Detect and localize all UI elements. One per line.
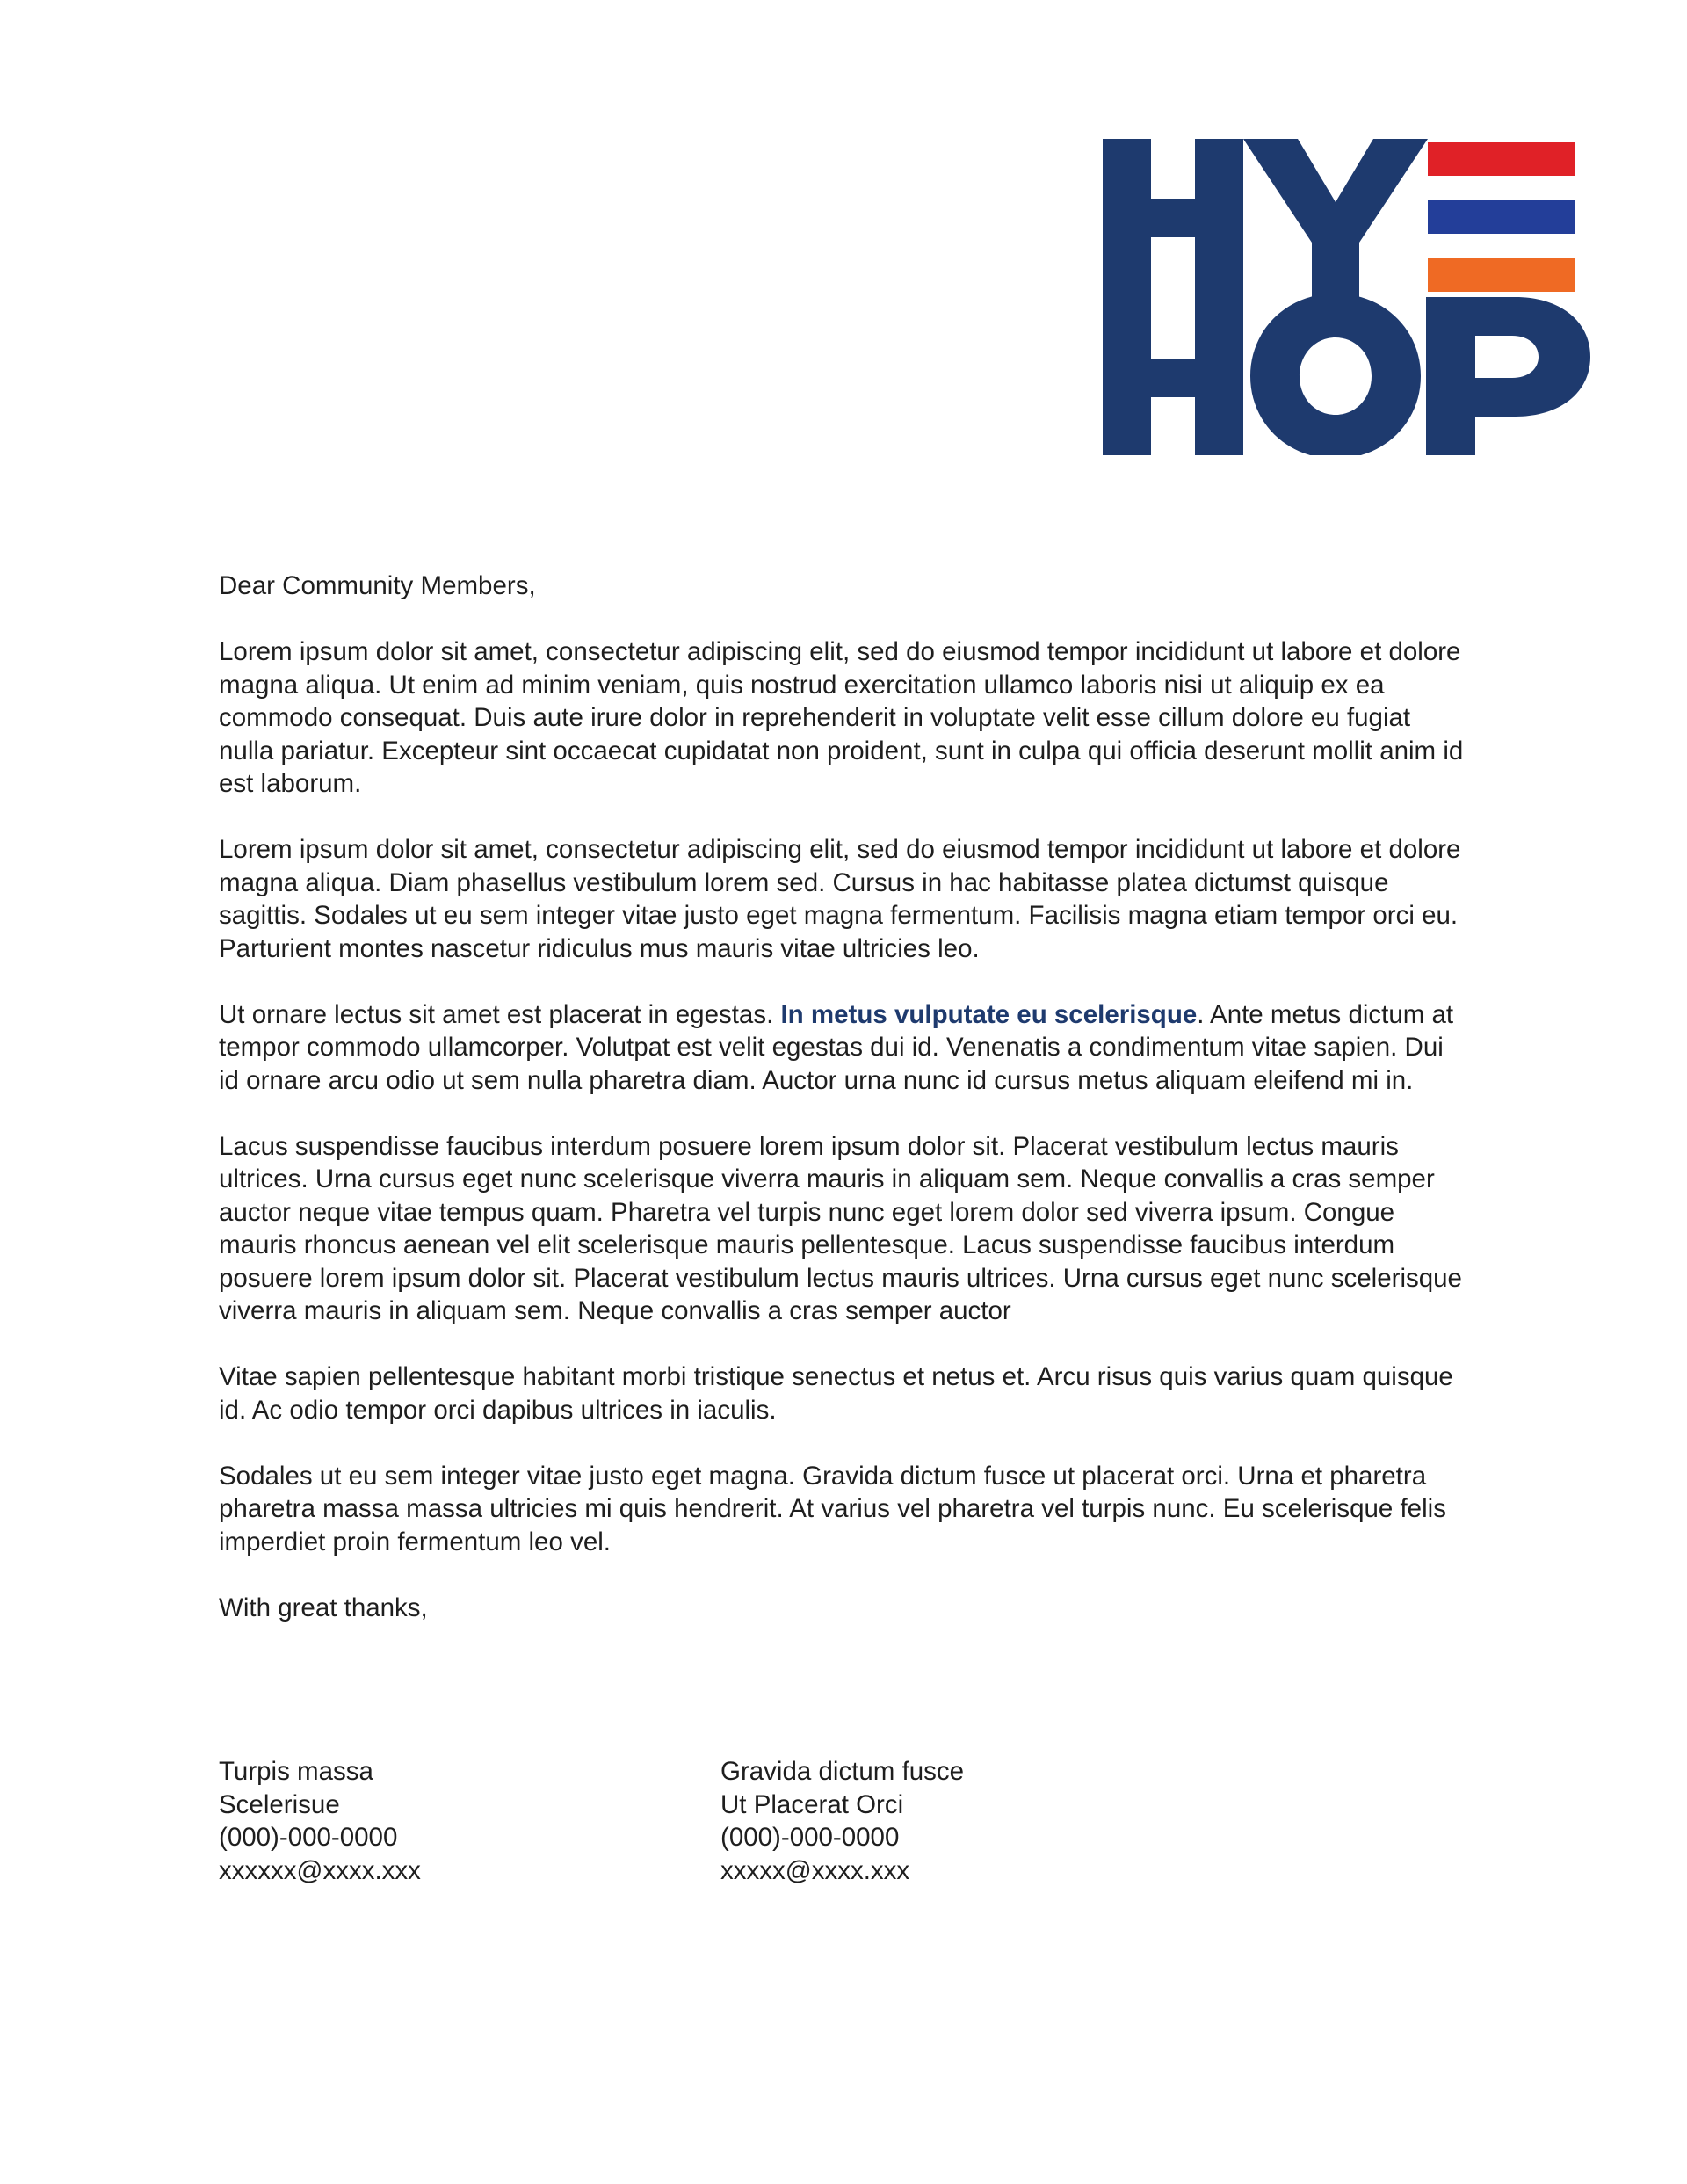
signer-phone: (000)-000-0000 [720, 1823, 900, 1852]
logo-stripe-red [1428, 142, 1575, 176]
logo-stripe-blue [1428, 200, 1575, 234]
paragraph-3-intro: Ut ornare lectus sit amet est placerat in egestas. [219, 999, 781, 1029]
paragraph-5: Vitae sapien pellentesque habitant morbi tristique senectus et netus et. Arcu risus quis varius quam quisque id. Ac odio tempor orci dapibus ultrices in iaculis. [219, 1362, 1453, 1425]
closing: With great thanks, [219, 1593, 428, 1622]
paragraph-3 [219, 998, 1466, 1098]
signer-phone: (000)-000-0000 [219, 1823, 398, 1852]
signer-name: Turpis massa [219, 1757, 373, 1786]
paragraph-3-rest: . Ante metus dictum at tempor commodo ullamcorper. Volutpat est velit egestas dui id. Venenatis a condimentum vitae sapien. Dui id ornare arcu odio ut sem nulla pharetra diam. Auctor urna nunc id cursus metus aliquam eleifend mi in. [219, 999, 1454, 1095]
letter-body [219, 570, 1466, 1658]
paragraph-6: Sodales ut eu sem integer vitae justo eget magna. Gravida dictum fusce ut placerat orci. Urna et pharetra pharetra massa massa ultricies mi quis hendrerit. At varius vel pharetra vel turpis nunc. Eu scelerisque felis imperdiet proin fermentum leo vel. [219, 1461, 1446, 1556]
signature-block-1 [219, 1755, 676, 1887]
paragraph-2: Lorem ipsum dolor sit amet, consectetur adipiscing elit, sed do eiusmod tempor incididunt ut labore et dolore magna aliqua. Diam phasellus vestibulum lorem sed. Cursus in hac habitasse platea dictumst quisque sagittis. Sodales ut eu sem integer vitae justo eget magna fermentum. Facilisis magna etiam tempor orci eu. Parturient montes nascetur ridiculus mus mauris vitae ultricies leo. [219, 835, 1461, 963]
logo-stripe-orange [1428, 258, 1575, 292]
hyhop-logo [1103, 139, 1590, 455]
signature-block-2 [720, 1755, 1177, 1887]
signer-title: Scelerisue [219, 1789, 340, 1819]
signer-email: xxxxxx@xxxx.xxx [219, 1855, 421, 1885]
paragraph-4: Lacus suspendisse faucibus interdum posuere lorem ipsum dolor sit. Placerat vestibulum lectus mauris ultrices. Urna cursus eget nunc scelerisque viverra mauris in aliquam sem. Neque convallis a cras semper auctor neque vitae tempus quam. Pharetra vel turpis nunc eget lorem dolor sed viverra ipsum. Congue mauris rhoncus aenean vel elit scelerisque mauris pellentesque. Lacus suspendisse faucibus interdum posuere lorem ipsum dolor sit. Placerat vestibulum lectus mauris ultrices. Urna cursus eget nunc scelerisque viverra mauris in aliquam sem. Neque convallis a cras semper auctor [219, 1131, 1462, 1325]
paragraph-1: Lorem ipsum dolor sit amet, consectetur adipiscing elit, sed do eiusmod tempor incididunt ut labore et dolore magna aliqua. Ut enim ad minim veniam, quis nostrud exercitation ullamco laboris nisi ut aliquip ex ea commodo consequat. Duis aute irure dolor in reprehenderit in voluptate velit esse cillum dolore eu fugiat nulla pariatur. Excepteur sint occaecat cupidatat non proident, sunt in culpa qui officia deserunt mollit anim id est laborum. [219, 637, 1464, 798]
signer-email: xxxxx@xxxx.xxx [720, 1855, 910, 1885]
paragraph-3-highlight: In metus vulputate eu scelerisque [780, 999, 1198, 1029]
signer-title: Ut Placerat Orci [720, 1789, 904, 1819]
signer-name: Gravida dictum fusce [720, 1757, 965, 1786]
salutation: Dear Community Members, [219, 571, 536, 600]
logo-letters [1103, 139, 1590, 455]
